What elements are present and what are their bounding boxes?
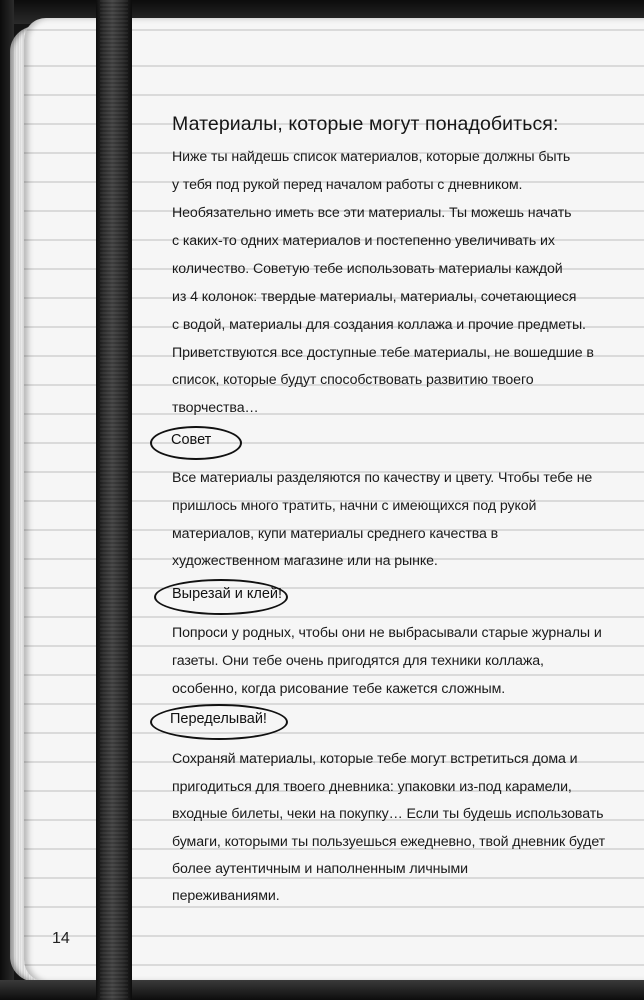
intro-line: Приветствуются все доступные тебе материалы, не вошедшие в bbox=[172, 345, 594, 361]
section-line: пришлось много тратить, начни с имеющихся под рукой bbox=[172, 498, 537, 514]
intro-line: Ниже ты найдешь список материалов, которые должны быть bbox=[172, 149, 571, 165]
elastic-band bbox=[96, 0, 132, 1000]
section-label-cut-glue: Вырезай и клей! bbox=[172, 586, 283, 602]
section-line: входные билеты, чеки на покупку… Если ты будешь использовать bbox=[172, 806, 604, 822]
section-line: Попроси у родных, чтобы они не выбрасывали старые журналы и bbox=[172, 625, 602, 641]
intro-line: Необязательно иметь все эти материалы. Ты можешь начать bbox=[172, 205, 572, 221]
intro-line: список, которые будут способствовать развитию твоего bbox=[172, 372, 534, 388]
section-label-tip: Совет bbox=[171, 432, 212, 448]
intro-line: из 4 колонок: твердые материалы, материалы, сочетающиеся bbox=[172, 289, 577, 305]
section-line: бумаги, которыми ты пользуешься ежедневно, твой дневник будет bbox=[172, 834, 606, 850]
intro-line: количество. Советую тебе использовать материалы каждой bbox=[172, 261, 563, 277]
section-label-redo: Переделывай! bbox=[170, 711, 267, 727]
section-line: материалов, купи материалы среднего качества в bbox=[172, 526, 499, 542]
section-line: особенно, когда рисование тебе кажется сложным. bbox=[172, 681, 506, 697]
section-line: Все материалы разделяются по качеству и цвету. Чтобы тебе не bbox=[172, 470, 593, 486]
section-line: пригодиться для твоего дневника: упаковки из-под карамели, bbox=[172, 779, 572, 795]
page-heading: Материалы, которые могут понадобиться: bbox=[172, 113, 559, 135]
intro-line: с каких-то одних материалов и постепенно увеличивать их bbox=[172, 233, 555, 249]
section-line: Сохраняй материалы, которые тебе могут встретиться дома и bbox=[172, 751, 578, 767]
section-line: более аутентичным и наполненным личными bbox=[172, 861, 468, 877]
section-line: газеты. Они тебе очень пригодятся для техники коллажа, bbox=[172, 653, 544, 669]
intro-line: у тебя под рукой перед началом работы с дневником. bbox=[172, 177, 523, 193]
intro-line: с водой, материалы для создания коллажа и прочие предметы. bbox=[172, 317, 586, 333]
section-line: художественном магазине или на рынке. bbox=[172, 553, 438, 569]
intro-line: творчества… bbox=[172, 400, 259, 416]
section-line: переживаниями. bbox=[172, 888, 280, 904]
page-number: 14 bbox=[52, 930, 70, 947]
